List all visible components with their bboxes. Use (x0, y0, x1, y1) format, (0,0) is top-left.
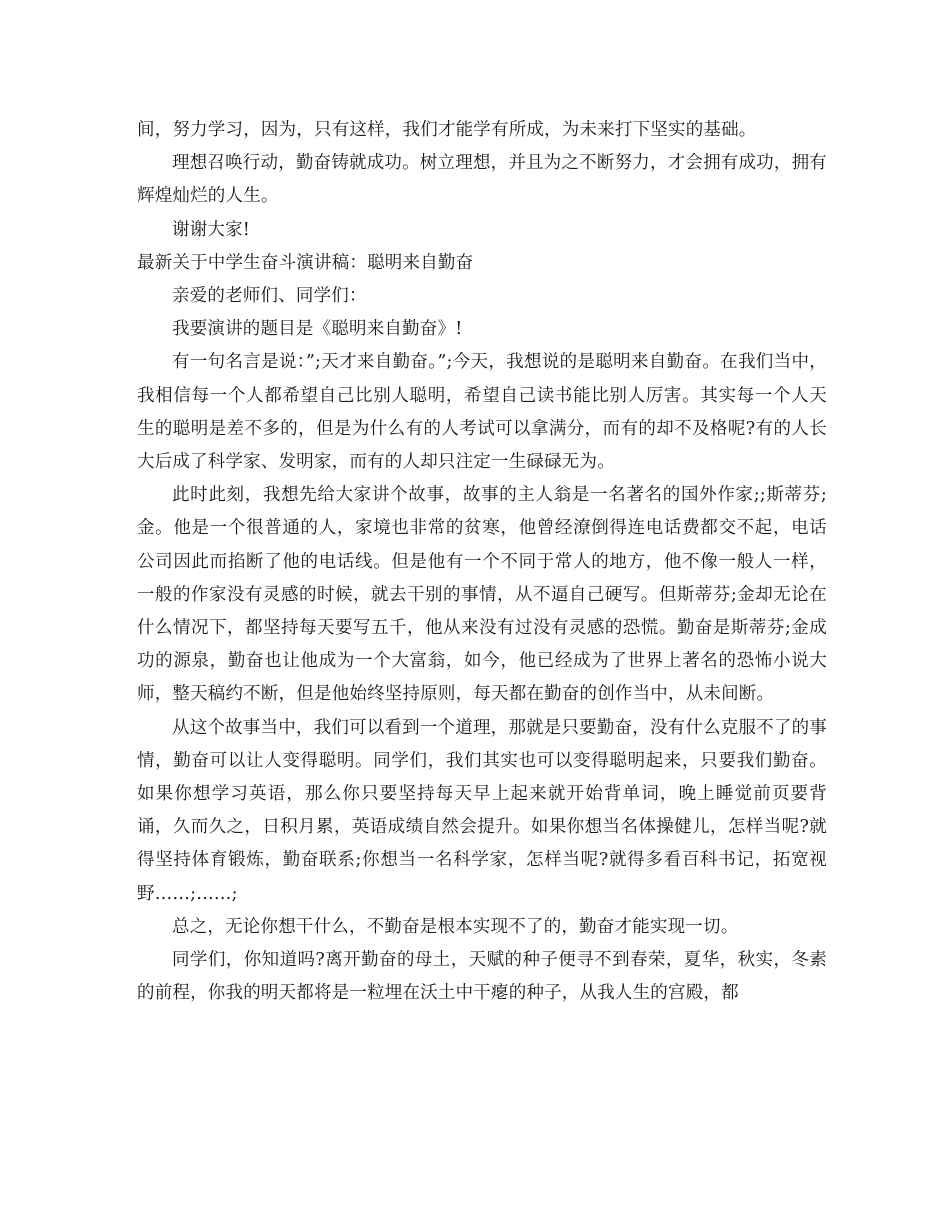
paragraph-topic: 我要演讲的题目是《聪明来自勤奋》! (172, 319, 463, 340)
document-body (137, 114, 827, 1010)
paragraph-continuation: 间，努力学习，因为，只有这样，我们才能学有所成，为未来打下坚实的基础。 (137, 120, 757, 140)
paragraph-lesson: 从这个故事当中，我们可以看到一个道理，那就是只要勤奋，没有什么克服不了的事情，勤奋可以让人变得聪明。同学们，我们其实也可以变得聪明起来，只要我们勤奋。如果你想学习英语，那么你只要坚持每天早上起来就开始背单词，晚上睡觉前页要背诵，久而久之，日积月累，英语成绩自然会提升。如果你想当名体操健儿，怎样当呢?就得坚持体育锻炼，勤奋联系;你想当一名科学家，怎样当呢?就得多看百科书记，拓宽视野……;……; (137, 717, 827, 904)
paragraph-thanks: 谢谢大家! (172, 219, 251, 240)
paragraph-summary: 总之，无论你想干什么，不勤奋是根本实现不了的，勤奋才能实现一切。 (172, 916, 739, 937)
paragraph-ideal: 理想召唤行动，勤奋铸就成功。树立理想，并且为之不断努力，才会拥有成功，拥有辉煌灿烂的人生。 (137, 153, 827, 207)
paragraph-quote: 有一句名言是说：”;天才来自勤奋。”;今天，我想说的是聪明来自勤奋。在我们当中，我相信每一个人都希望自己比别人聪明，希望自己读书能比别人厉害。其实每一个人天生的聪明是差不多的，但是为什么有的人考试可以拿满分，而有的却不及格呢?有的人长大后成了科学家、发明家，而有的人却只注定一生碌碌无为。 (137, 352, 827, 473)
paragraph-closing: 同学们，你知道吗?离开勤奋的母土，天赋的种子便寻不到春荣，夏华，秋实，冬素的前程，你我的明天都将是一粒埋在沃土中干瘪的种子，从我人生的宫殿，都 (137, 950, 827, 1004)
paragraph-story: 此时此刻，我想先给大家讲个故事，故事的主人翁是一名著名的国外作家;;斯蒂芬;金。他是一个很普通的人，家境也非常的贫寒，他曾经潦倒得连电话费都交不起，电话公司因此而掐断了他的电话线。但是他有一个不同于常人的地方，他不像一般人一样，一般的作家没有灵感的时候，就去干别的事情，从不逼自己硬写。但斯蒂芬;金却无论在什么情况下，都坚持每天要写五千，他从来没有过没有灵感的恐慌。勤奋是斯蒂芬;金成功的源泉，勤奋也让他成为一个大富翁，如今，他已经成为了世界上著名的恐怖小说大师，整天稿约不断，但是他始终坚持原则，每天都在勤奋的创作当中，从未间断。 (137, 485, 827, 705)
section-heading: 最新关于中学生奋斗演讲稿：聪明来自勤奋 (137, 252, 474, 273)
paragraph-greeting: 亲爱的老师们、同学们： (172, 286, 367, 307)
